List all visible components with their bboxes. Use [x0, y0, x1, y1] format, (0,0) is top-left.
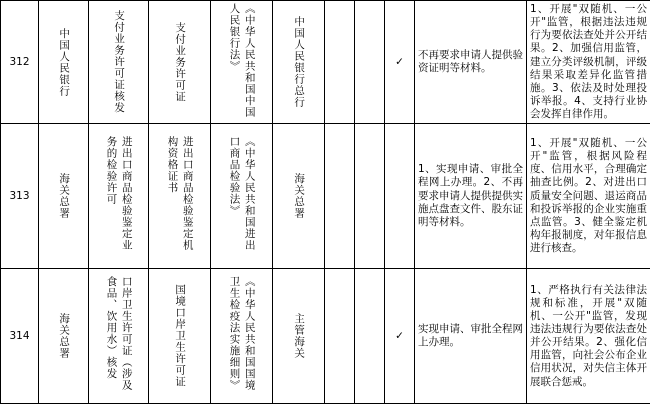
cell-item — [89, 124, 149, 269]
cell-number: 314 — [1, 269, 39, 404]
cell-mark-2 — [355, 1, 385, 124]
cell-department-text: 海关总署 — [56, 173, 71, 219]
cell-certificate-text: 国境口岸卫生许可证 — [172, 284, 187, 388]
cell-item-text: 支付业务许可证核发 — [111, 10, 126, 114]
cell-authority — [273, 1, 325, 124]
table-row — [1, 269, 650, 404]
cell-department — [39, 124, 89, 269]
cell-mark-1 — [325, 269, 355, 404]
cell-legal-basis — [211, 269, 273, 404]
cell-mark-2 — [355, 124, 385, 269]
cell-measures: 1、开展"双随机、一公开"监管，根据违法违规行为要依法查处并公开结果。2、加强信用监管，建立分类评级机制，评级结果采取差异化监管措施。3、依法及时处理投诉举报。4、支持行业协会发挥自律作用。 — [527, 1, 650, 124]
cell-department-text: 中国人民银行 — [56, 28, 71, 97]
cell-department — [39, 1, 89, 124]
cell-item-text: 口岸卫生许可证（涉及食品、饮用水）核发 — [103, 276, 133, 396]
table-row — [1, 124, 650, 269]
cell-authority — [273, 269, 325, 404]
cell-authority — [273, 124, 325, 269]
cell-mark-1 — [325, 124, 355, 269]
cell-item-text: 进出口商品检验鉴定业务的检验许可 — [103, 136, 133, 256]
cell-certificate-text: 支付业务许可证 — [172, 22, 187, 103]
cell-goal: 实现申请、审批全程网上办理。 — [415, 269, 527, 404]
cell-mark-1 — [325, 1, 355, 124]
cell-legal-basis — [211, 1, 273, 124]
cell-mark-3: ✓ — [385, 1, 415, 124]
cell-goal: 1、实现申请、审批全程网上办理。2、不再要求申请人提供提供实施点盘查文件、股东证明等材料。 — [415, 124, 527, 269]
cell-department — [39, 269, 89, 404]
cell-certificate — [149, 269, 211, 404]
cell-authority-text: 主管海关 — [291, 313, 306, 359]
cell-department-text: 海关总署 — [56, 313, 71, 359]
cell-legal-basis-text: 《中华人民共和国进出口商品检验法》 — [226, 136, 256, 256]
cell-number: 313 — [1, 124, 39, 269]
table-row — [1, 1, 650, 124]
cell-legal-basis-text: 《中华人民共和国中国人民银行法》 — [226, 3, 256, 121]
cell-measures: 1、严格执行有关法律法规和标准，开展"双随机、一公开"监管，发现违法违规行为要依法查处并公开结果。2、强化信用监管，向社会公布企业信用状况，对失信主体开展联合惩戒。 — [527, 269, 650, 404]
cell-number: 312 — [1, 1, 39, 124]
cell-legal-basis-text: 《中华人民共和国国境卫生检疫法实施细则》 — [226, 276, 256, 396]
cell-mark-3 — [385, 124, 415, 269]
cell-item — [89, 1, 149, 124]
cell-certificate — [149, 1, 211, 124]
cell-mark-3: ✓ — [385, 269, 415, 404]
cell-authority-text: 海关总署 — [291, 173, 306, 219]
cell-goal: 不再要求申请人提供验资证明等材料。 — [415, 1, 527, 124]
cell-item — [89, 269, 149, 404]
cell-measures: 1、开展"双随机、一公开"监管，根据风险程度、信用水平，合理确定抽查比例。2、对进出口质量安全问题、退运商品和投诉举报的企业实施重点监管。3、健全鉴定机构年报制度，对年报信息进行核查。 — [527, 124, 650, 269]
cell-legal-basis — [211, 124, 273, 269]
cell-certificate-text: 进出口商品检验鉴定机构资格证书 — [164, 136, 194, 256]
cell-certificate — [149, 124, 211, 269]
cell-authority-text: 中国人民银行总行 — [291, 16, 306, 108]
cell-mark-2 — [355, 269, 385, 404]
